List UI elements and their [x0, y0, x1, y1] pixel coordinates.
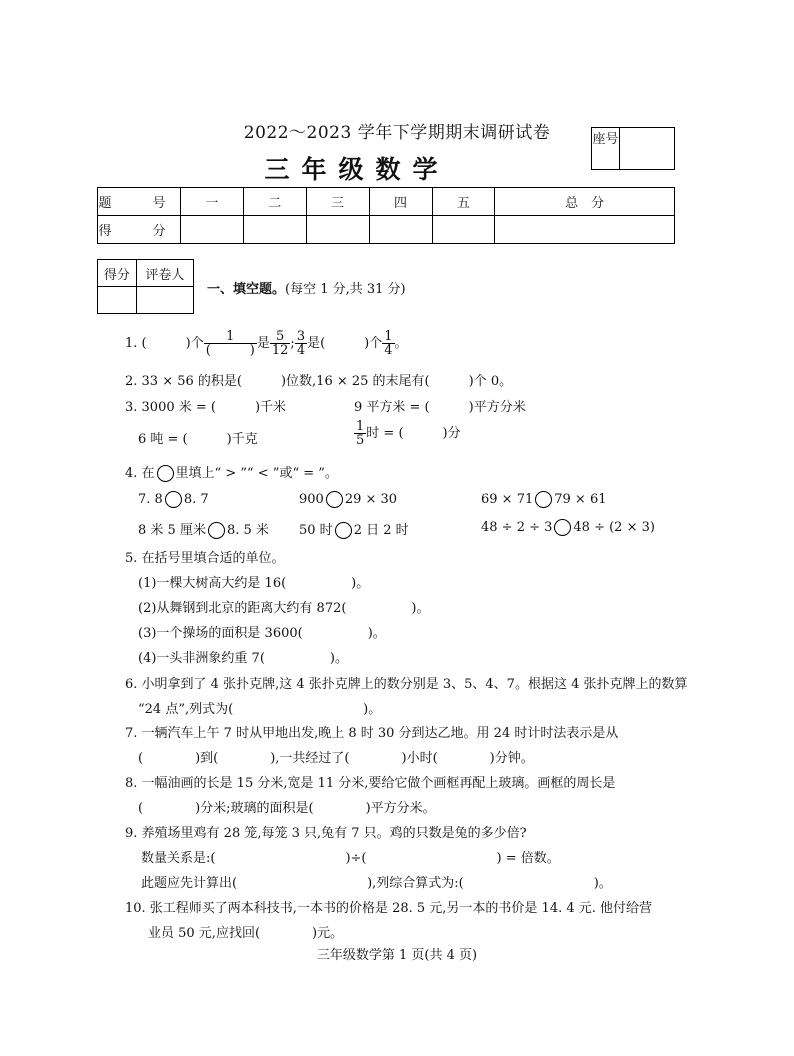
question-1: [125, 330, 408, 357]
question-7-line1: 7. 一辆汽车上午 7 时从甲地出发,晚上 8 时 30 分到达乙地。用 24 时计时法表示是从: [125, 726, 619, 741]
q1-number: 1.: [125, 336, 138, 351]
score-table-score-row: [98, 216, 675, 244]
q3-fraction: $\frac{1}{5}$: [356, 419, 365, 448]
question-8-line1: 8. 一幅油画的长是 15 分米,宽是 11 分米,要给它做个画框再配上玻璃。画框的周长是: [125, 776, 616, 791]
seat-number-box[interactable]: [591, 127, 675, 170]
q3-text-d: 时 = ( )分: [366, 426, 461, 441]
question-4: 4. 在 里填上“ > ”“ < ”或“ = ”。: [125, 466, 338, 481]
score-cell-header: 二: [243, 188, 306, 216]
compare-circle[interactable]: [208, 522, 225, 539]
score-entry-cell[interactable]: [243, 216, 306, 244]
q4-item: 900 29 × 30: [299, 492, 398, 507]
question-3d: [354, 420, 461, 447]
q4-item: 7. 8 8. 7: [138, 492, 209, 507]
score-cell-header: 三: [306, 188, 369, 216]
seat-label: 座号: [592, 128, 620, 169]
grader-table: [97, 259, 194, 314]
compare-circle[interactable]: [326, 491, 343, 508]
q1-text-d: 是( )个: [307, 336, 383, 351]
score-table-header-row: [98, 188, 675, 216]
q1-fraction-2: $\frac{5}{12}$: [271, 329, 289, 358]
q5-item: (3)一个操场的面积是 3600( )。: [138, 626, 386, 641]
score-cell-header: 四: [369, 188, 432, 216]
q1-text-c: ;: [290, 336, 295, 351]
q5-item: (1)一棵大树高大约是 16( )。: [138, 576, 370, 591]
question-6-line1: 6. 小明拿到了 4 张扑克牌,这 4 张扑克牌上的数分别是 3、5、4、7。根据这 4 张扑克牌上的数算: [125, 677, 688, 692]
exam-title: 2022～2023 学年下学期期末调研试卷: [243, 123, 551, 143]
subject-title: 三年级数学: [264, 155, 450, 184]
q1-fraction-3: $\frac{3}{4}$: [296, 329, 306, 358]
question-9-line3: 此题应先计算出( ),列综合算式为:( )。: [141, 876, 612, 891]
q5-item: (2)从舞钢到北京的距离大约有 872( )。: [138, 601, 430, 616]
q4-item: 50 时 2 日 2 时: [299, 523, 409, 538]
q5-item: (4)一头非洲象约重 7( )。: [138, 651, 348, 666]
score-entry-cell[interactable]: [181, 216, 244, 244]
q1-fraction-4: $\frac{1}{4}$: [384, 329, 393, 358]
q4-item: 8 米 5 厘米 8. 5 米: [138, 523, 269, 538]
question-6-line2: “24 点”,列式为( )。: [138, 702, 382, 717]
section-title: 一、填空题。: [207, 282, 286, 297]
grader-name-entry[interactable]: [136, 287, 193, 314]
q1-text-b: 是: [256, 336, 270, 351]
grader-score-entry[interactable]: [98, 287, 137, 314]
question-10-line1: 10. 张工程师买了两本科技书,一本书的价格是 28. 5 元,另一本的书价是 14. 4 元. 他付给营: [125, 901, 653, 916]
q4-item: 69 × 71 79 × 61: [481, 492, 607, 507]
question-2: 2. 33 × 56 的积是( )位数,16 × 25 的末尾有( )个 0。: [125, 374, 513, 389]
score-entry-cell[interactable]: [495, 216, 675, 244]
section-note: (每空 1 分,共 31 分): [285, 282, 406, 297]
score-table: [97, 187, 675, 244]
question-9-line1: 9. 养殖场里鸡有 28 笼,每笼 3 只,兔有 7 只。鸡的只数是兔的多少倍?: [125, 826, 527, 841]
question-3b: 9 平方米 = ( )平方分米: [354, 400, 526, 415]
question-8-line2: ( )分米;玻璃的面积是( )平方分米。: [138, 801, 436, 816]
grader-score-label: 得分: [98, 260, 137, 287]
page-footer: 三年级数学第 1 页(共 4 页): [316, 948, 478, 963]
grader-name-label: 评卷人: [136, 260, 193, 287]
question-9-line2: 数量关系是:( )÷( ) = 倍数。: [141, 851, 560, 866]
compare-circle[interactable]: [335, 522, 352, 539]
compare-circle[interactable]: [535, 491, 552, 508]
score-cell-label: 题 号: [98, 188, 181, 216]
score-entry-cell[interactable]: [306, 216, 369, 244]
q4-item: 48 ÷ 2 ÷ 3 48 ÷ (2 × 3): [481, 520, 655, 535]
section-heading: [207, 278, 406, 297]
score-cell-header: 五: [432, 188, 495, 216]
score-row-label: 得 分: [98, 216, 181, 244]
score-cell-header: 总 分: [495, 188, 675, 216]
q1-fraction-1: $\frac{1}{( )}$: [205, 329, 255, 358]
q1-text-a: ( )个: [141, 336, 204, 351]
question-3c: 6 吨 = ( )千克: [138, 432, 258, 447]
q1-text-e: 。: [394, 336, 408, 351]
question-7-line2: ( )到( ),一共经过了( )小时( )分钟。: [138, 751, 534, 766]
question-10-line2: 业员 50 元,应找回( )元。: [148, 926, 344, 941]
score-entry-cell[interactable]: [432, 216, 495, 244]
compare-circle[interactable]: [554, 519, 571, 536]
circle-blank-icon: [157, 465, 174, 482]
score-entry-cell[interactable]: [369, 216, 432, 244]
question-5: 5. 在括号里填合适的单位。: [125, 551, 285, 566]
score-cell-header: 一: [181, 188, 244, 216]
question-3a: 3. 3000 米 = ( )千米: [125, 400, 287, 415]
compare-circle[interactable]: [165, 491, 182, 508]
